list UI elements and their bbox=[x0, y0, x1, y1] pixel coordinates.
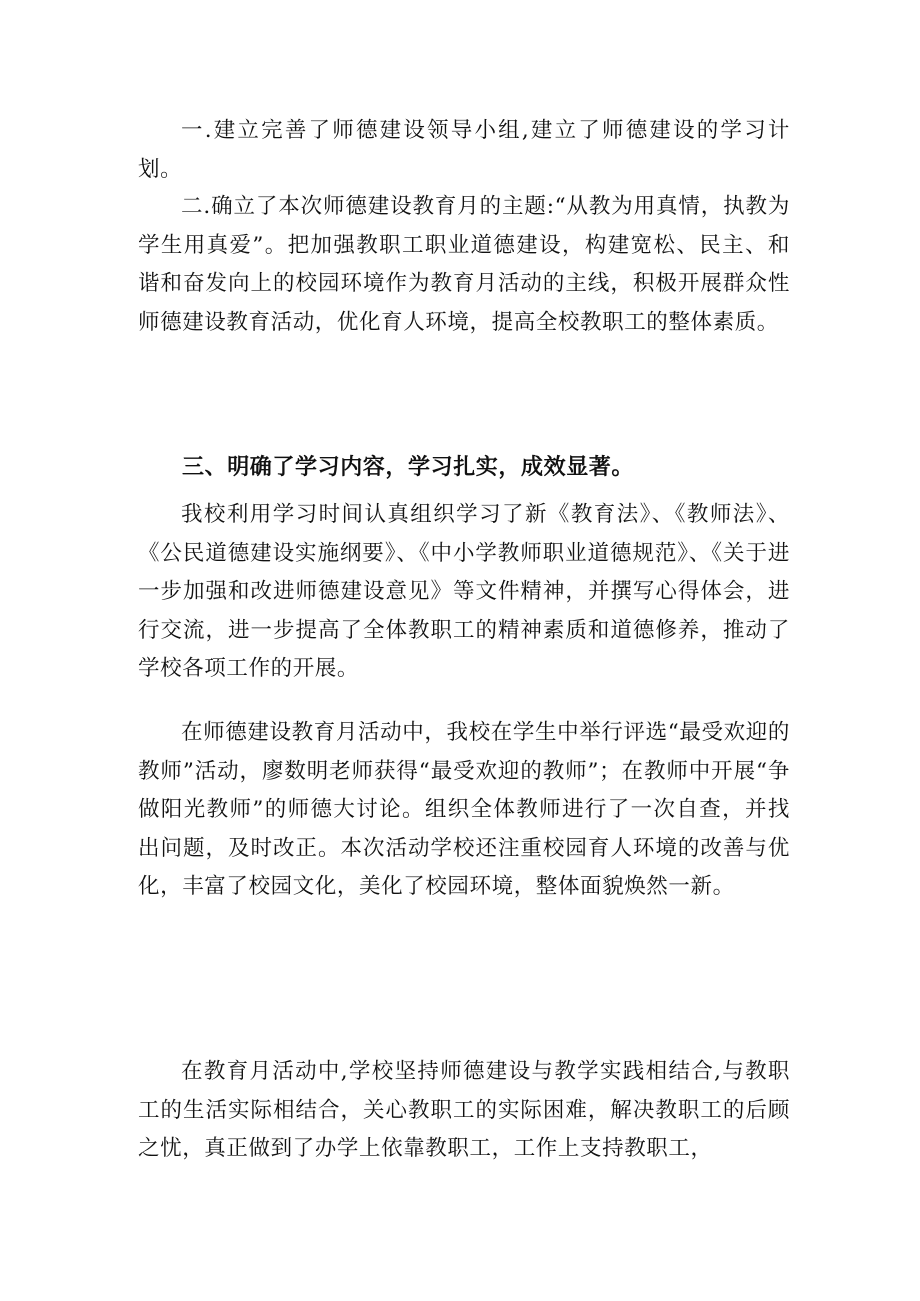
paragraph-leadership-group: 一.建立完善了师德建设领导小组,建立了师德建设的学习计划。 bbox=[138, 118, 790, 182]
paragraph-teacher-evaluation: 在师德建设教育月活动中，我校在学生中举行评选“最受欢迎的教师”活动，廖数明老师获得“最受欢迎的教师”；在教师中开展“争做阳光教师”的师德大讨论。组织全体教师进行了一次自查，并找出问题，及时改正。本次活动学校还注重校园育人环境的改善与优化，丰富了校园文化，美化了校园环境，整体面貌焕然一新。 bbox=[138, 720, 790, 900]
paragraph-study-documents: 我校利用学习时间认真组织学习了新《教育法》、《教师法》、《公民道德建设实施纲要》、《中小学教师职业道德规范》、《关于进一步加强和改进师德建设意见》等文件精神，并撰写心得体会，进行交流，进一步提高了全体教职工的精神素质和道德修养，推动了学校各项工作的开展。 bbox=[138, 502, 790, 682]
paragraph-practice-integration: 在教育月活动中,学校坚持师德建设与教学实践相结合,与教职工的生活实际相结合，关心教职工的实际困难，解决教职工的后顾之忧，真正做到了办学上依靠教职工，工作上支持教职工， bbox=[138, 1059, 790, 1162]
paragraph-education-month-theme: 二.确立了本次师德建设教育月的主题:“从教为用真情，执教为学生用真爱”。把加强教职工职业道德建设，构建宽松、民主、和谐和奋发向上的校园环境作为教育月活动的主线，积极开展群众性师德建设教育活动，优化育人环境，提高全校教职工的整体素质。 bbox=[138, 194, 790, 335]
section-heading-study-content: 三、明确了学习内容，学习扎实，成效显著。 bbox=[182, 455, 635, 480]
